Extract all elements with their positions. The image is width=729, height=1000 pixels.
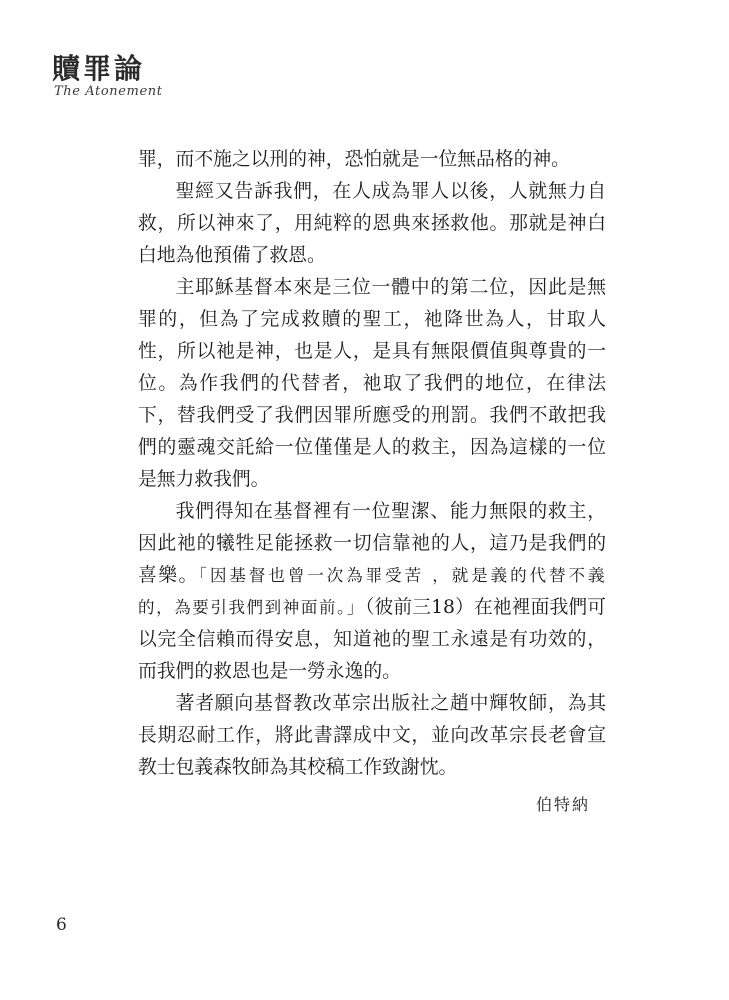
body-text — [138, 144, 606, 784]
paragraph-2: 聖經又告訴我們，在人成為罪人以後，人就無力自救，所以神來了，用純粹的恩典來拯救他。那就是神白白地為他預備了救恩。 — [138, 181, 606, 266]
paragraph-4-text: 我們得知在基督裡有一位聖潔、能力無限的救主，因此祂的犧牲足能拯救一切信靠祂的人，這乃是我們的喜樂。 — [138, 501, 606, 586]
book-title-chinese: 贖罪論 — [52, 52, 146, 85]
scripture-quote: 「因基督也曾一次為罪受苦 ，就是義的代替不義的，為要引我們到神面前。」 — [138, 566, 607, 617]
paragraph-5: 著者願向基督教改革宗出版社之趙中輝牧師，為其長期忍耐工作，將此書譯成中文，並向改革宗長老會宣教士包義森牧師為其校稿工作致謝忱。 — [138, 693, 606, 778]
paragraph-3: 主耶穌基督本來是三位一體中的第二位，因此是無罪的，但為了完成救贖的聖工，祂降世為人，甘取人性，所以祂是神，也是人，是具有無限價值與尊貴的一位。為作我們的代替者，祂取了我們的地位，在律法下，替我們受了我們因罪所應受的刑罰。我們不敢把我們的靈魂交託給一位僅僅是人的救主，因為這樣的一位是無力救我們。 — [138, 277, 606, 490]
paragraph-1: 罪，而不施之以刑的神，恐怕就是一位無品格的神。 — [138, 149, 570, 170]
paragraph-4 — [138, 496, 606, 688]
running-header — [52, 54, 192, 104]
scripture-reference-text: （彼前三18）在祂裡面我們可以完全信賴而得安息，知道祂的聖工永遠是有功效的，而我們的救恩也是一勞永逸的。 — [138, 597, 606, 682]
author-signature: 伯特納 — [535, 795, 590, 814]
book-title-english: The Atonement — [54, 84, 163, 99]
page-number: 6 — [56, 915, 67, 935]
